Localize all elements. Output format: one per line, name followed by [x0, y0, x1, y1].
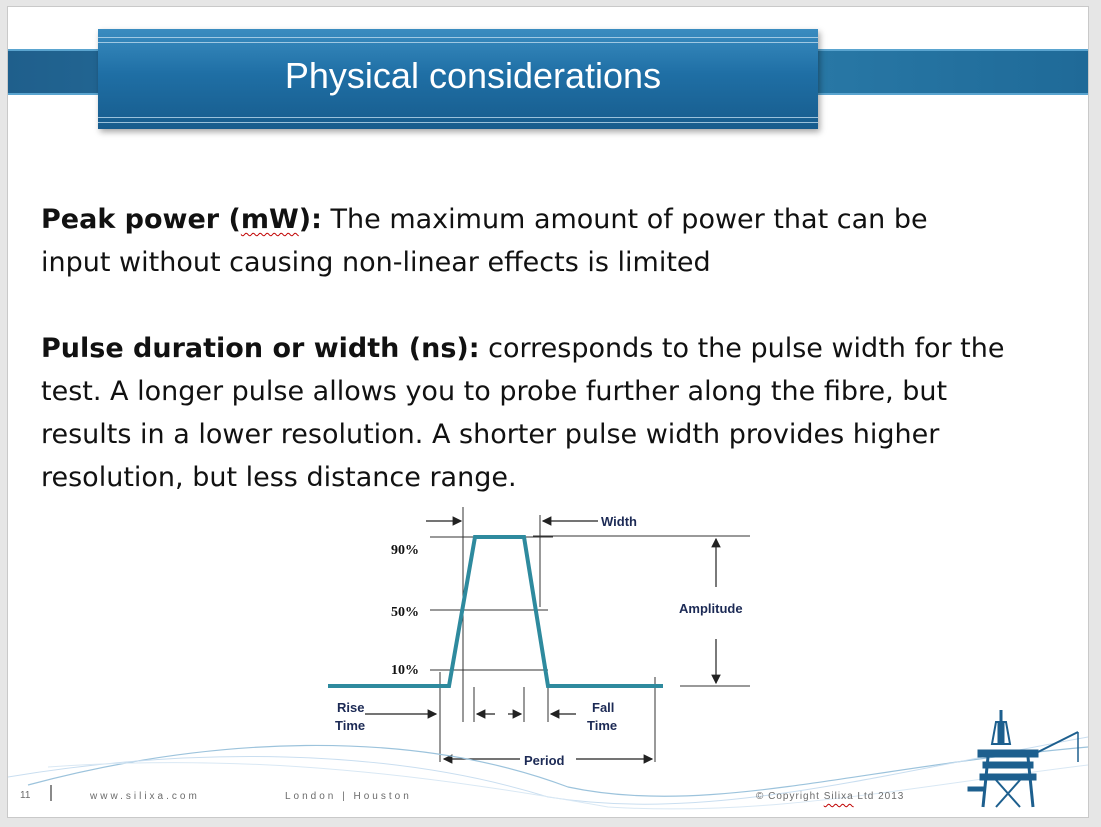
title-line [98, 122, 818, 123]
copyright-prefix: © Copyright [756, 791, 824, 802]
title-box [98, 29, 818, 129]
slide [8, 7, 1088, 817]
term-unit: mW [240, 204, 299, 235]
period-label: Period [524, 753, 565, 767]
rise-time-label-2: Time [335, 718, 366, 733]
term-label: Peak power ( [41, 204, 241, 235]
width-label: Width [601, 514, 637, 529]
fall-time-label-2: Time [587, 718, 618, 733]
title-line [98, 37, 818, 38]
paragraph-pulse-duration [41, 327, 1051, 499]
footer-website: www.silixa.com [90, 791, 200, 802]
term-label: Pulse duration or width (ns): [41, 333, 480, 364]
oil-rig-logo [938, 702, 1088, 812]
title-line [98, 42, 818, 43]
paragraph-line: test. A longer pulse allows you to probe further along the fibre, but [41, 376, 948, 407]
description-text: The maximum amount of power that can be [321, 204, 928, 235]
paragraph-line: results in a lower resolution. A shorter pulse width provides higher [41, 419, 940, 450]
description-text: corresponds to the pulse width for the [479, 333, 1005, 364]
footer-copyright [756, 791, 904, 802]
fall-time-label-1: Fall [592, 700, 615, 715]
footer-locations: London | Houston [285, 791, 412, 802]
paragraph-line [41, 198, 1051, 241]
level-50-label: 50% [391, 605, 419, 620]
amplitude-label: Amplitude [679, 601, 743, 616]
copyright-suffix: Ltd 2013 [853, 791, 905, 802]
level-90-label: 90% [391, 543, 419, 558]
paragraph-peak-power [41, 198, 1051, 284]
slide-title: Physical considerations [284, 55, 662, 96]
copyright-company: Silixa [823, 791, 854, 802]
title-line [98, 117, 818, 118]
paragraph-line [41, 327, 1051, 370]
paragraph-line: input without causing non-linear effects is limited [41, 247, 711, 278]
term-suffix: ): [298, 204, 322, 235]
page-separator [50, 785, 52, 801]
page-number: 11 [20, 790, 31, 801]
rise-time-label-1: Rise [337, 700, 365, 715]
level-10-label: 10% [391, 663, 419, 678]
pulse-waveform [328, 537, 663, 686]
paragraph-line: resolution, but less distance range. [41, 462, 517, 493]
